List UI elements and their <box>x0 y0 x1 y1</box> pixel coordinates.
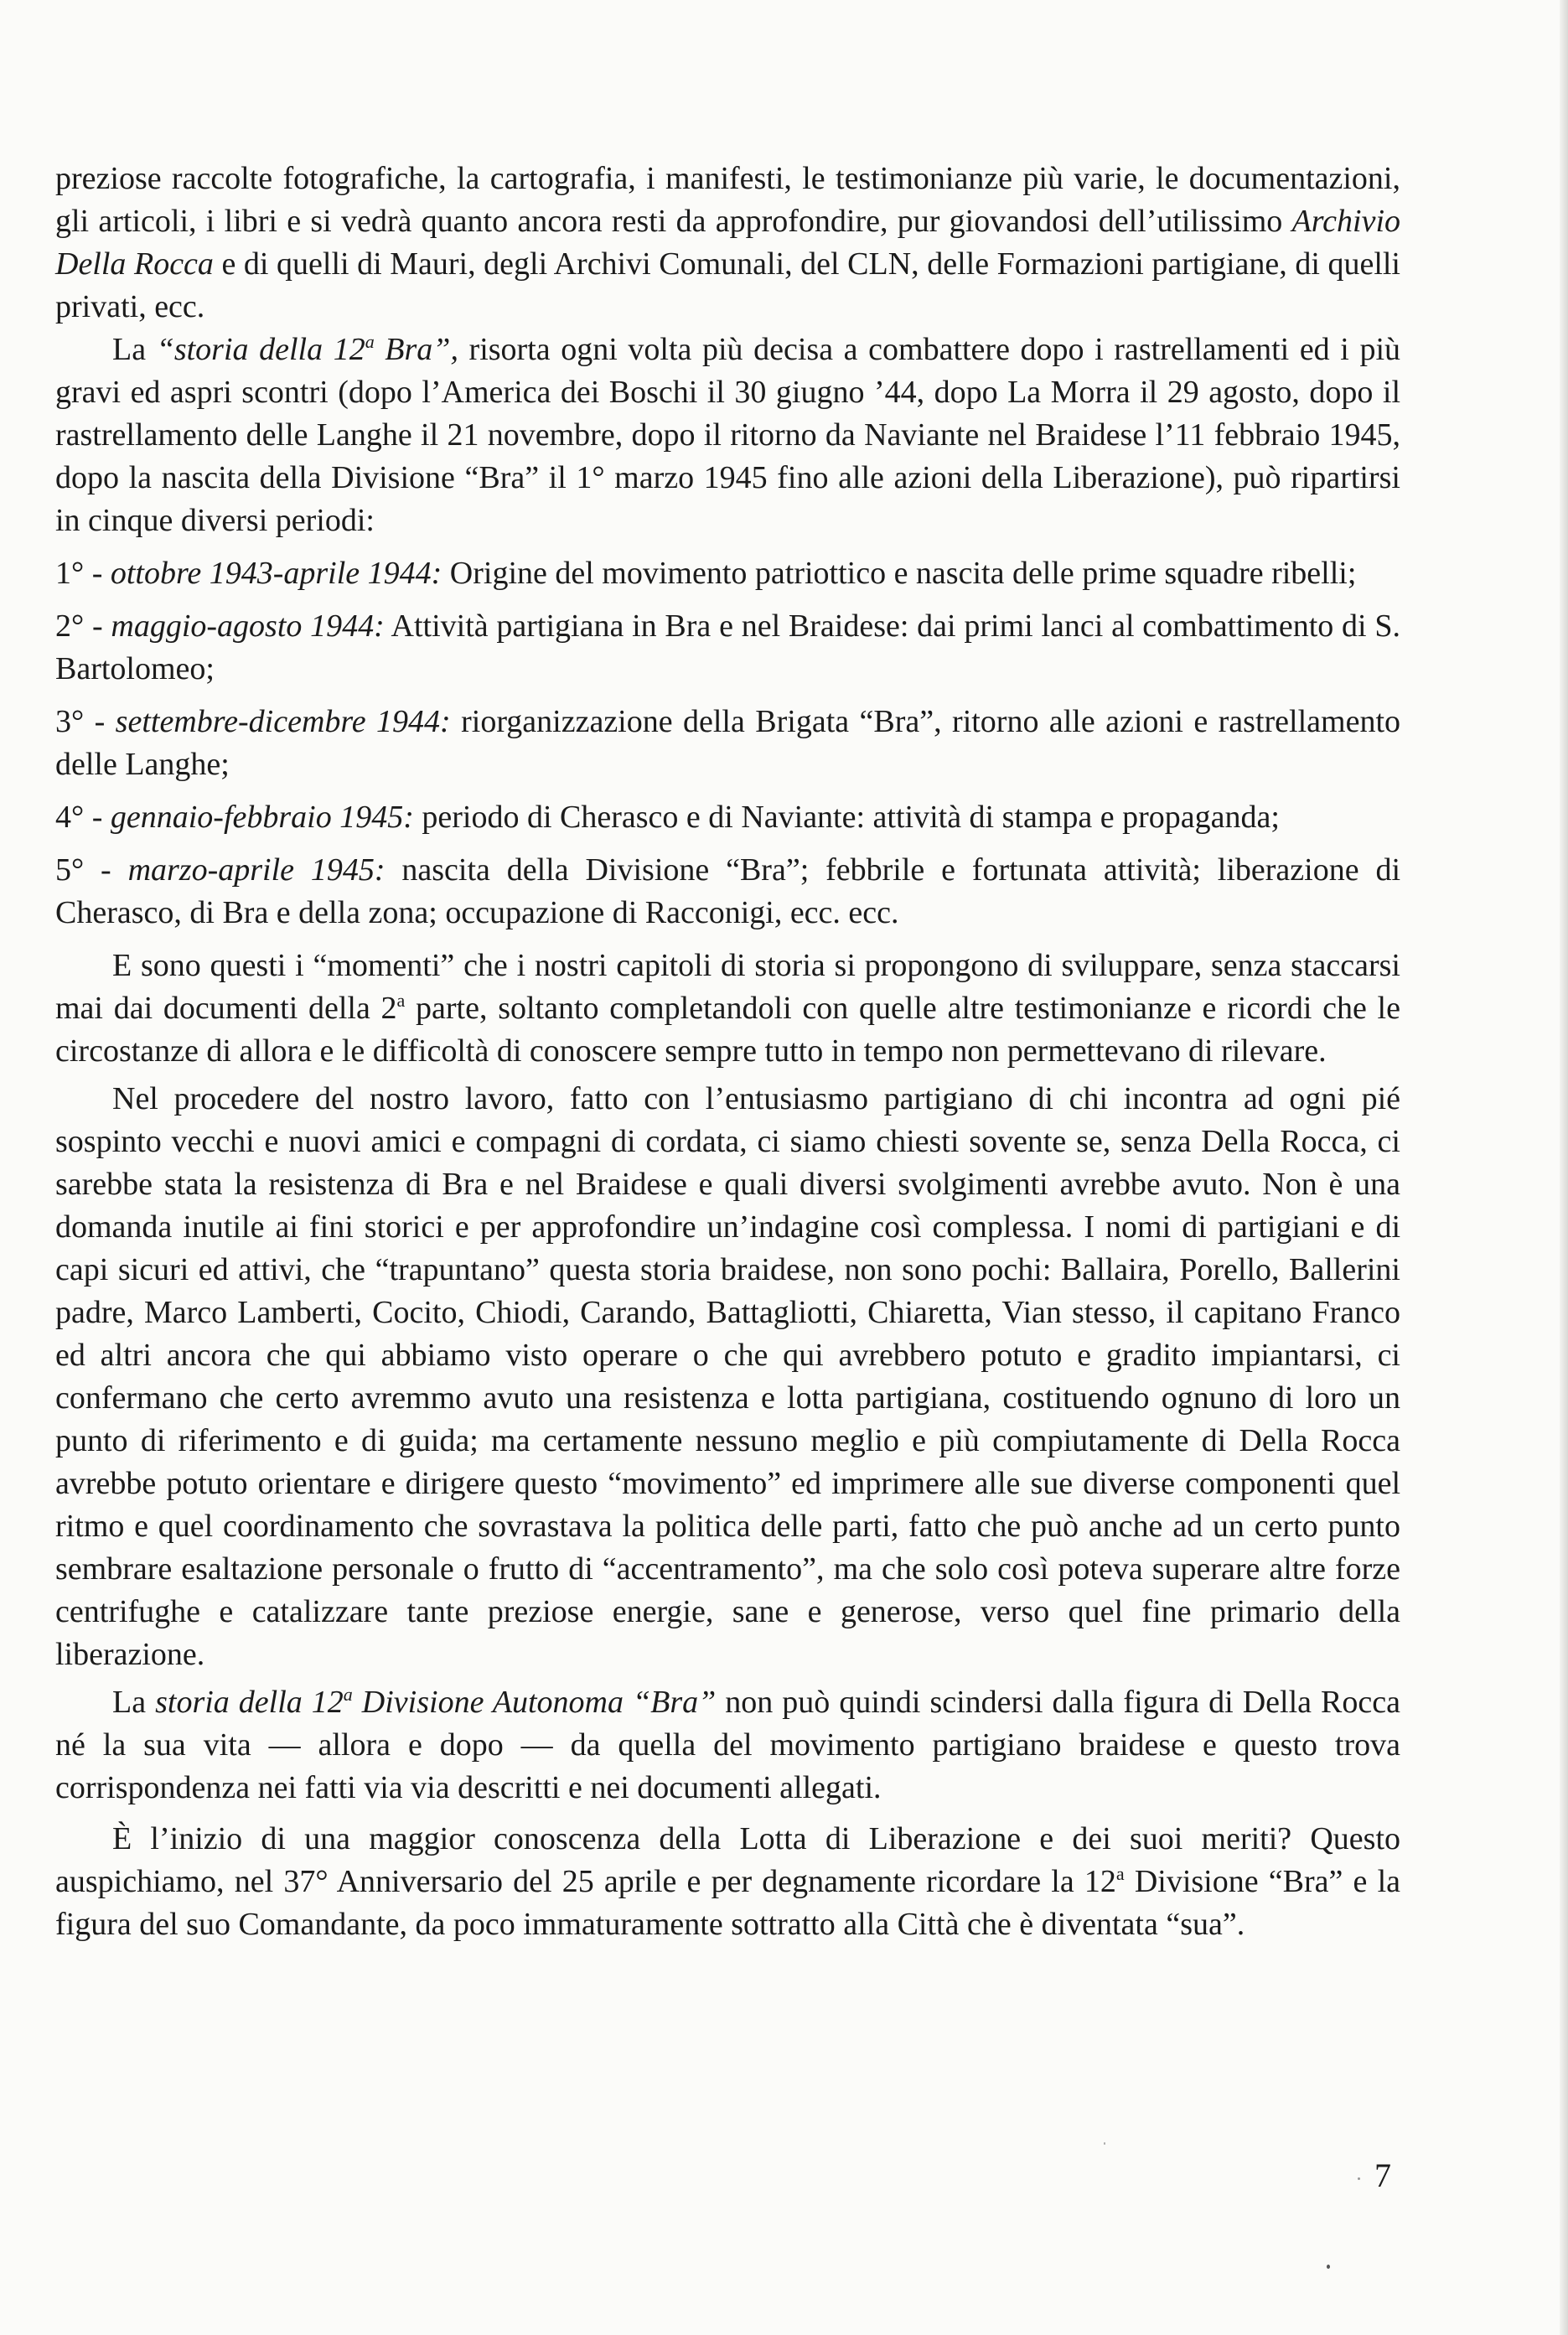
period-description: Attività partigiana in Bra e nel Braidese: dai primi lanci al combattimento di S. Bartolomeo; <box>55 608 1400 686</box>
period-description: periodo di Cherasco e di Naviante: attività di stampa e propaganda; <box>413 800 1280 835</box>
periods-list <box>55 552 1400 935</box>
period-dates-italic: settembre-dicembre 1944: <box>115 704 451 739</box>
period-item-5 <box>55 849 1400 935</box>
period-item-2 <box>55 605 1400 691</box>
period-number: 5° - <box>55 852 128 888</box>
brigade-history-part-a: “storia della 12 <box>156 332 365 367</box>
period-dates-italic: gennaio-febbraio 1945: <box>110 800 414 835</box>
paragraph-6-text: È l’inizio di una maggior conoscenza della Lotta di Liberazione e dei suoi meriti? Questo auspichiamo, nel 37° Anniversario del 25 aprile e per degnamente ricordare la 12 <box>55 1821 1400 1899</box>
period-dates-italic: marzo-aprile 1945: <box>127 852 386 888</box>
paragraph-5 <box>55 1681 1400 1809</box>
period-description: Origine del movimento patriottico e nascita delle prime squadre ribelli; <box>442 556 1357 591</box>
brigade-history-part-b: Bra”, <box>374 332 458 367</box>
paragraph-3-text-end: parte, soltanto completandoli con quelle altre testimonianze e ricordi che le circostanze di allora e le difficoltà di conoscere sempre tutto in tempo non permettevano di rilevare. <box>55 991 1400 1069</box>
period-number: 4° - <box>55 800 111 835</box>
period-item-1 <box>55 552 1400 595</box>
period-number: 1° - <box>55 556 111 591</box>
page-number: 7 <box>1374 2156 1391 2194</box>
division-history-part-a: storia della 12 <box>155 1685 344 1720</box>
period-description: nascita della Divisione “Bra”; febbrile e fortunata attività; liberazione di Cherasco, di Bra e della zona; occupazione di Racconigi, ecc. ecc. <box>55 852 1400 930</box>
period-number: 3° - <box>55 704 116 739</box>
period-item-3 <box>55 701 1400 786</box>
paragraph-6-text-end: Divisione “Bra” e la figura del suo Comandante, da poco immaturamente sottratto alla Città che è diventata “sua”. <box>55 1864 1400 1942</box>
ordinal-superscript: a <box>343 1684 353 1705</box>
period-item-4 <box>55 796 1400 839</box>
ordinal-superscript: a <box>396 990 406 1011</box>
archive-title-italic: Archivio Della Rocca <box>55 204 1400 282</box>
paragraph-1 <box>55 158 1400 329</box>
paragraph-2-lead: La <box>112 332 157 367</box>
scan-speck <box>1104 2142 1105 2145</box>
division-history-part-b: Divisione Autonoma “Bra” <box>352 1685 717 1720</box>
ordinal-superscript: a <box>1115 1863 1125 1884</box>
period-number: 2° - <box>55 608 111 644</box>
paragraph-3-text: E sono questi i “momenti” che i nostri capitoli di storia si propongono di sviluppare, senza staccarsi mai dai documenti della 2 <box>55 948 1400 1026</box>
paragraph-5-lead: La <box>112 1685 156 1720</box>
paragraph-1-text: preziose raccolte fotografiche, la cartografia, i manifesti, le testimonianze più varie, le documentazioni, gli articoli, i libri e si vedrà quanto ancora resti da approfondire, pur giovandosi dell’utilissimo <box>55 161 1400 239</box>
paragraph-6 <box>55 1818 1400 1946</box>
brigade-history-italic <box>157 332 458 367</box>
scan-speck <box>1358 2177 1360 2180</box>
division-history-italic <box>155 1685 716 1720</box>
paragraph-2 <box>55 329 1400 542</box>
paragraph-4-text: Nel procedere del nostro lavoro, fatto con l’entusiasmo partigiano di chi incontra ad ogni pié sospinto vecchi e nuovi amici e compagni di cordata, ci siamo chiesti sovente se, senza Della Rocca, ci sarebbe stata la resistenza di Bra e nel Braidese e quali diversi svolgimenti avrebbe avuto. Non è una domanda inutile ai fini storici e per approfondire un’indagine così complessa. I nomi di partigiani e di capi sicuri ed attivi, che “trapuntano” questa storia braidese, non sono pochi: Ballaira, Porello, Ballerini padre, Marco Lamberti, Cocito, Chiodi, Carando, Battagliotti, Chiaretta, Vian stesso, il capitano Franco ed altri ancora che qui abbiamo visto operare o che qui avrebbero potuto e gradito impiantarsi, ci confermano che certo avremmo avuto una resistenza e lotta partigiana, costituendo ognuno di loro un punto di riferimento e di guida; ma certamente nessuno meglio e più compiutamente di Della Rocca avrebbe potuto orientare e dirigere questo “movimento” ed imprimere alle sue diverse componenti quel ritmo e quel coordinamento che sovrastava la politica delle parti, fatto che può anche ad un certo punto sembrare esaltazione personale o frutto di “accentramento”, ma che solo così poteva superare altre forze centrifughe e catalizzare tante preziose energie, sane e generose, verso quel fine primario della liberazione. <box>55 1081 1400 1672</box>
ordinal-superscript: a <box>365 331 375 352</box>
period-description: riorganizzazione della Brigata “Bra”, ritorno alle azioni e rastrellamento delle Langhe; <box>55 704 1401 782</box>
page-edge-shadow <box>1560 0 1568 2335</box>
scan-speck <box>1327 2265 1330 2269</box>
paragraph-5-text: non può quindi scindersi dalla figura di Della Rocca né la sua vita — allora e dopo — da quella del movimento partigiano braidese e questo trova corrispondenza nei fatti via via descritti e nei documenti allegati. <box>55 1685 1400 1805</box>
paragraph-3 <box>55 945 1400 1073</box>
paragraph-2-text: risorta ogni volta più decisa a combattere dopo i rastrellamenti ed i più gravi ed aspri scontri (dopo l’America dei Boschi il 30 giugno ’44, dopo La Morra il 29 agosto, dopo il rastrellamento delle Langhe il 21 novembre, dopo il ritorno da Naviante nel Braidese l’11 febbraio 1945, dopo la nascita della Divisione “Bra” il 1° marzo 1945 fino alle azioni della Liberazione), può ripartirsi in cinque diversi periodi: <box>55 332 1401 538</box>
body-text <box>55 158 1400 1946</box>
paragraph-4 <box>55 1078 1400 1676</box>
period-dates-italic: maggio-agosto 1944: <box>111 608 385 644</box>
paragraph-1-text-end: e di quelli di Mauri, degli Archivi Comunali, del CLN, delle Formazioni partigiane, di quelli privati, ecc. <box>55 246 1400 324</box>
period-dates-italic: ottobre 1943-aprile 1944: <box>110 556 442 591</box>
